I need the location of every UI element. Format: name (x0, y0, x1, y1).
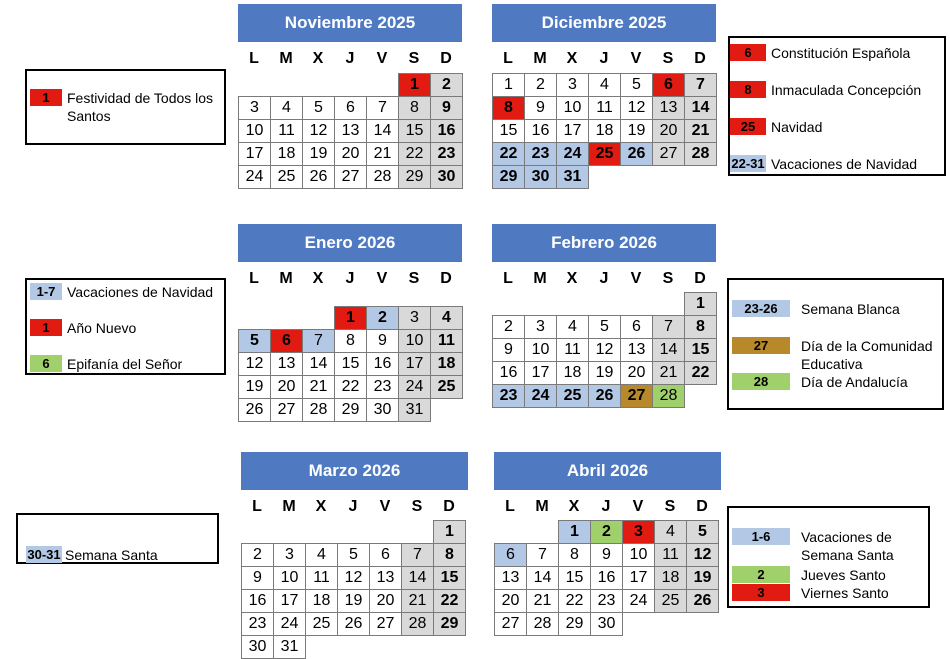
day-cell: 6 (270, 329, 303, 353)
day-cell: 8 (558, 543, 591, 567)
day-cell: 8 (433, 543, 466, 567)
weekday-label: M (535, 498, 549, 515)
day-cell: 27 (494, 612, 527, 636)
day-cell: 14 (401, 566, 434, 590)
day-cell: 1 (684, 292, 717, 316)
weekday-label: V (630, 270, 642, 287)
day-cell: 20 (494, 589, 527, 613)
day-cell: 10 (238, 119, 271, 143)
weekday-header (238, 268, 462, 290)
legend-badge: 1 (30, 89, 62, 106)
weekday-label: D (694, 270, 706, 287)
day-cell: 12 (302, 119, 335, 143)
weekday-label: M (533, 50, 547, 67)
legend-item (732, 300, 900, 318)
day-cell: 19 (588, 361, 621, 385)
legend-item (732, 373, 908, 391)
day-cell: 16 (524, 119, 557, 143)
legend-febrero (727, 278, 944, 410)
day-cell: 5 (302, 96, 335, 120)
legend-text: Semana Santa (65, 547, 158, 563)
day-cell: 2 (430, 73, 463, 97)
legend-item (730, 118, 822, 136)
weekday-label: X (315, 498, 327, 515)
day-cell: 22 (398, 142, 431, 166)
day-cell: 8 (684, 315, 717, 339)
day-cell: 15 (334, 352, 367, 376)
legend-item (30, 89, 217, 125)
legend-badge: 2 (732, 566, 790, 583)
day-cell: 20 (620, 361, 653, 385)
legend-abril (727, 506, 930, 608)
weekday-label: S (662, 50, 674, 67)
day-cell: 4 (270, 96, 303, 120)
day-cell: 20 (270, 375, 303, 399)
day-cell: 18 (430, 352, 463, 376)
day-cell: 21 (684, 119, 717, 143)
day-cell: 30 (241, 635, 274, 659)
day-cell: 8 (334, 329, 367, 353)
day-cell: 16 (492, 361, 525, 385)
day-cell: 23 (524, 142, 557, 166)
weekday-label: D (696, 498, 708, 515)
day-cell: 17 (238, 142, 271, 166)
legend-text: Semana Blanca (801, 301, 900, 317)
day-cell: 30 (590, 612, 623, 636)
legend-badge: 27 (732, 337, 790, 354)
legend-badge: 25 (730, 118, 766, 135)
day-cell: 22 (684, 361, 717, 385)
day-cell: 10 (273, 566, 306, 590)
day-cell: 24 (556, 142, 589, 166)
legend-badge: 6 (730, 44, 766, 61)
day-cell: 19 (337, 589, 370, 613)
day-cell: 17 (524, 361, 557, 385)
legend-badge: 3 (732, 584, 790, 601)
day-cell: 19 (238, 375, 271, 399)
day-cell: 26 (302, 165, 335, 189)
legend-text: Día de la Comunidad Educativa (801, 338, 933, 372)
day-cell: 22 (334, 375, 367, 399)
weekday-label: D (440, 50, 452, 67)
weekday-header (492, 48, 716, 70)
day-cell: 10 (622, 543, 655, 567)
month-title: Febrero 2026 (492, 224, 716, 262)
legend-item (30, 283, 213, 301)
day-cell: 24 (524, 384, 557, 408)
day-cell: 25 (588, 142, 621, 166)
day-cell: 9 (241, 566, 274, 590)
weekday-label: L (249, 50, 259, 67)
day-cell: 26 (620, 142, 653, 166)
weekday-label: X (312, 270, 324, 287)
day-cell: 15 (558, 566, 591, 590)
legend-text: Navidad (771, 119, 823, 135)
legend-badge: 23-26 (732, 300, 790, 317)
day-cell: 31 (556, 165, 589, 189)
weekday-label: D (443, 498, 455, 515)
legend-noviembre (25, 69, 226, 145)
day-cell: 28 (366, 165, 399, 189)
day-cell: 2 (492, 315, 525, 339)
day-cell: 6 (652, 73, 685, 97)
day-cell: 1 (334, 306, 367, 330)
legend-text: Día de Andalucía (801, 374, 908, 390)
day-cell: 6 (494, 543, 527, 567)
day-cell: 20 (334, 142, 367, 166)
day-cell: 21 (401, 589, 434, 613)
weekday-label: S (664, 498, 676, 515)
day-grid (238, 306, 462, 421)
day-cell: 12 (337, 566, 370, 590)
day-cell: 22 (492, 142, 525, 166)
day-grid (238, 73, 462, 188)
weekday-label: L (503, 50, 513, 67)
day-cell: 31 (398, 398, 431, 422)
weekday-label: S (408, 270, 420, 287)
day-cell: 3 (398, 306, 431, 330)
day-cell: 15 (398, 119, 431, 143)
calendar-enero (238, 224, 462, 421)
day-cell: 16 (366, 352, 399, 376)
day-cell: 26 (337, 612, 370, 636)
legend-text: Vacaciones de Semana Santa (801, 529, 894, 563)
day-cell: 12 (686, 543, 719, 567)
day-cell: 7 (366, 96, 399, 120)
day-cell: 26 (588, 384, 621, 408)
day-cell: 16 (590, 566, 623, 590)
day-cell: 14 (526, 566, 559, 590)
day-cell: 5 (620, 73, 653, 97)
day-cell: 27 (620, 384, 653, 408)
legend-enero (25, 278, 226, 375)
day-cell: 29 (558, 612, 591, 636)
calendar-diciembre (492, 4, 716, 188)
day-cell: 15 (433, 566, 466, 590)
weekday-label: M (282, 498, 296, 515)
legend-text: Jueves Santo (801, 567, 886, 583)
day-cell: 30 (430, 165, 463, 189)
day-cell: 18 (305, 589, 338, 613)
weekday-label: D (440, 270, 452, 287)
day-cell: 16 (430, 119, 463, 143)
legend-text: Inmaculada Concepción (771, 82, 922, 98)
day-cell: 22 (433, 589, 466, 613)
day-cell: 19 (302, 142, 335, 166)
calendar-marzo (241, 452, 468, 658)
month-title: Noviembre 2025 (238, 4, 462, 42)
weekday-header (494, 496, 721, 518)
weekday-label: J (348, 498, 358, 515)
day-cell: 6 (369, 543, 402, 567)
day-cell: 7 (684, 73, 717, 97)
day-cell: 9 (430, 96, 463, 120)
legend-badge: 1-7 (30, 283, 62, 300)
weekday-label: S (662, 270, 674, 287)
weekday-label: J (599, 50, 609, 67)
day-cell: 14 (684, 96, 717, 120)
day-cell: 24 (398, 375, 431, 399)
day-cell: 5 (337, 543, 370, 567)
legend-text: Vacaciones de Navidad (67, 284, 214, 300)
day-cell: 11 (556, 338, 589, 362)
day-cell: 26 (686, 589, 719, 613)
day-cell: 29 (398, 165, 431, 189)
day-cell: 25 (556, 384, 589, 408)
day-cell: 29 (334, 398, 367, 422)
day-cell: 6 (620, 315, 653, 339)
legend-item (730, 44, 910, 62)
day-cell: 21 (652, 361, 685, 385)
legend-item (730, 155, 917, 173)
day-cell: 7 (302, 329, 335, 353)
legend-item (732, 337, 939, 373)
day-cell: 5 (238, 329, 271, 353)
day-cell: 14 (302, 352, 335, 376)
weekday-label: V (379, 498, 391, 515)
month-title: Diciembre 2025 (492, 4, 716, 42)
weekday-label: X (566, 50, 578, 67)
month-title: Abril 2026 (494, 452, 721, 490)
day-cell: 13 (620, 338, 653, 362)
weekday-label: M (279, 270, 293, 287)
day-grid (494, 520, 721, 635)
day-cell: 18 (588, 119, 621, 143)
day-cell: 10 (556, 96, 589, 120)
day-cell: 2 (524, 73, 557, 97)
weekday-label: L (505, 498, 515, 515)
legend-item (30, 319, 136, 337)
day-cell: 26 (238, 398, 271, 422)
day-cell: 9 (366, 329, 399, 353)
legend-badge: 22-31 (731, 155, 765, 171)
day-cell: 7 (401, 543, 434, 567)
weekday-header (241, 496, 468, 518)
weekday-label: M (533, 270, 547, 287)
day-cell: 1 (398, 73, 431, 97)
day-cell: 25 (430, 375, 463, 399)
day-cell: 13 (270, 352, 303, 376)
day-cell: 28 (401, 612, 434, 636)
day-cell: 23 (430, 142, 463, 166)
weekday-label: J (599, 270, 609, 287)
weekday-label: V (376, 270, 388, 287)
day-cell: 19 (686, 566, 719, 590)
legend-item (732, 566, 886, 584)
weekday-header (238, 48, 462, 70)
day-cell: 28 (652, 384, 685, 408)
day-cell: 16 (241, 589, 274, 613)
weekday-label: V (630, 50, 642, 67)
day-cell: 17 (273, 589, 306, 613)
weekday-label: M (279, 50, 293, 67)
legend-text: Epifanía del Señor (67, 356, 183, 372)
day-grid (492, 73, 716, 188)
day-cell: 4 (430, 306, 463, 330)
weekday-label: X (566, 270, 578, 287)
day-cell: 12 (588, 338, 621, 362)
day-cell: 18 (556, 361, 589, 385)
day-cell: 11 (588, 96, 621, 120)
weekday-header (492, 268, 716, 290)
day-cell: 20 (369, 589, 402, 613)
month-title: Enero 2026 (238, 224, 462, 262)
day-cell: 17 (398, 352, 431, 376)
day-cell: 23 (241, 612, 274, 636)
legend-badge: 1 (30, 319, 62, 336)
day-cell: 15 (492, 119, 525, 143)
day-cell: 18 (654, 566, 687, 590)
weekday-label: S (411, 498, 423, 515)
weekday-label: J (345, 50, 355, 67)
calendar-febrero (492, 224, 716, 407)
weekday-label: V (376, 50, 388, 67)
day-cell: 3 (556, 73, 589, 97)
day-cell: 6 (334, 96, 367, 120)
day-cell: 11 (305, 566, 338, 590)
day-cell: 12 (620, 96, 653, 120)
day-cell: 28 (526, 612, 559, 636)
day-cell: 23 (366, 375, 399, 399)
day-cell: 7 (526, 543, 559, 567)
weekday-label: L (503, 270, 513, 287)
day-cell: 18 (270, 142, 303, 166)
day-cell: 1 (558, 520, 591, 544)
day-cell: 9 (590, 543, 623, 567)
legend-item (732, 584, 889, 602)
day-cell: 24 (622, 589, 655, 613)
day-cell: 24 (238, 165, 271, 189)
legend-marzo (16, 513, 219, 564)
day-cell: 28 (302, 398, 335, 422)
day-cell: 17 (622, 566, 655, 590)
day-grid (492, 292, 716, 407)
day-grid (241, 520, 468, 658)
day-cell: 29 (433, 612, 466, 636)
day-cell: 23 (492, 384, 525, 408)
day-cell: 3 (524, 315, 557, 339)
day-cell: 13 (494, 566, 527, 590)
day-cell: 29 (492, 165, 525, 189)
day-cell: 27 (270, 398, 303, 422)
legend-text: Vacaciones de Navidad (771, 156, 918, 172)
weekday-label: J (345, 270, 355, 287)
legend-badge: 6 (30, 355, 62, 372)
day-cell: 10 (524, 338, 557, 362)
legend-item (26, 546, 158, 564)
day-cell: 5 (588, 315, 621, 339)
day-cell: 21 (302, 375, 335, 399)
month-title: Marzo 2026 (241, 452, 468, 490)
day-cell: 23 (590, 589, 623, 613)
day-cell: 30 (366, 398, 399, 422)
day-cell: 3 (238, 96, 271, 120)
day-cell: 24 (273, 612, 306, 636)
day-cell: 22 (558, 589, 591, 613)
day-cell: 3 (622, 520, 655, 544)
day-cell: 27 (652, 142, 685, 166)
legend-badge: 30-31 (27, 546, 61, 562)
calendar-noviembre (238, 4, 462, 188)
legend-text: Festividad de Todos los Santos (67, 90, 214, 124)
day-cell: 14 (652, 338, 685, 362)
day-cell: 21 (366, 142, 399, 166)
calendar-abril (494, 452, 721, 635)
day-cell: 4 (654, 520, 687, 544)
day-cell: 4 (305, 543, 338, 567)
legend-text: Viernes Santo (801, 585, 889, 601)
weekday-label: X (568, 498, 580, 515)
day-cell: 27 (369, 612, 402, 636)
legend-badge: 8 (730, 81, 766, 98)
day-cell: 14 (366, 119, 399, 143)
day-cell: 3 (273, 543, 306, 567)
day-cell: 2 (366, 306, 399, 330)
day-cell: 2 (590, 520, 623, 544)
legend-item (732, 528, 911, 564)
weekday-label: X (312, 50, 324, 67)
day-cell: 13 (369, 566, 402, 590)
day-cell: 13 (334, 119, 367, 143)
weekday-label: S (408, 50, 420, 67)
legend-text: Año Nuevo (67, 320, 137, 336)
day-cell: 2 (241, 543, 274, 567)
day-cell: 1 (492, 73, 525, 97)
day-cell: 11 (654, 543, 687, 567)
legend-badge: 28 (732, 373, 790, 390)
day-cell: 9 (492, 338, 525, 362)
day-cell: 5 (686, 520, 719, 544)
day-cell: 30 (524, 165, 557, 189)
day-cell: 20 (652, 119, 685, 143)
day-cell: 4 (556, 315, 589, 339)
day-cell: 8 (492, 96, 525, 120)
day-cell: 11 (270, 119, 303, 143)
weekday-label: J (601, 498, 611, 515)
legend-badge: 1-6 (732, 528, 790, 545)
day-cell: 21 (526, 589, 559, 613)
day-cell: 27 (334, 165, 367, 189)
day-cell: 25 (270, 165, 303, 189)
weekday-label: V (632, 498, 644, 515)
day-cell: 15 (684, 338, 717, 362)
day-cell: 8 (398, 96, 431, 120)
day-cell: 7 (652, 315, 685, 339)
legend-item (730, 81, 921, 99)
legend-item (30, 355, 182, 373)
day-cell: 25 (305, 612, 338, 636)
day-cell: 28 (684, 142, 717, 166)
weekday-label: D (694, 50, 706, 67)
day-cell: 12 (238, 352, 271, 376)
day-cell: 17 (556, 119, 589, 143)
day-cell: 9 (524, 96, 557, 120)
day-cell: 11 (430, 329, 463, 353)
day-cell: 4 (588, 73, 621, 97)
day-cell: 1 (433, 520, 466, 544)
day-cell: 31 (273, 635, 306, 659)
weekday-label: L (252, 498, 262, 515)
weekday-label: L (249, 270, 259, 287)
day-cell: 10 (398, 329, 431, 353)
legend-diciembre (728, 36, 946, 176)
legend-text: Constitución Española (771, 45, 911, 61)
day-cell: 13 (652, 96, 685, 120)
day-cell: 19 (620, 119, 653, 143)
day-cell: 25 (654, 589, 687, 613)
